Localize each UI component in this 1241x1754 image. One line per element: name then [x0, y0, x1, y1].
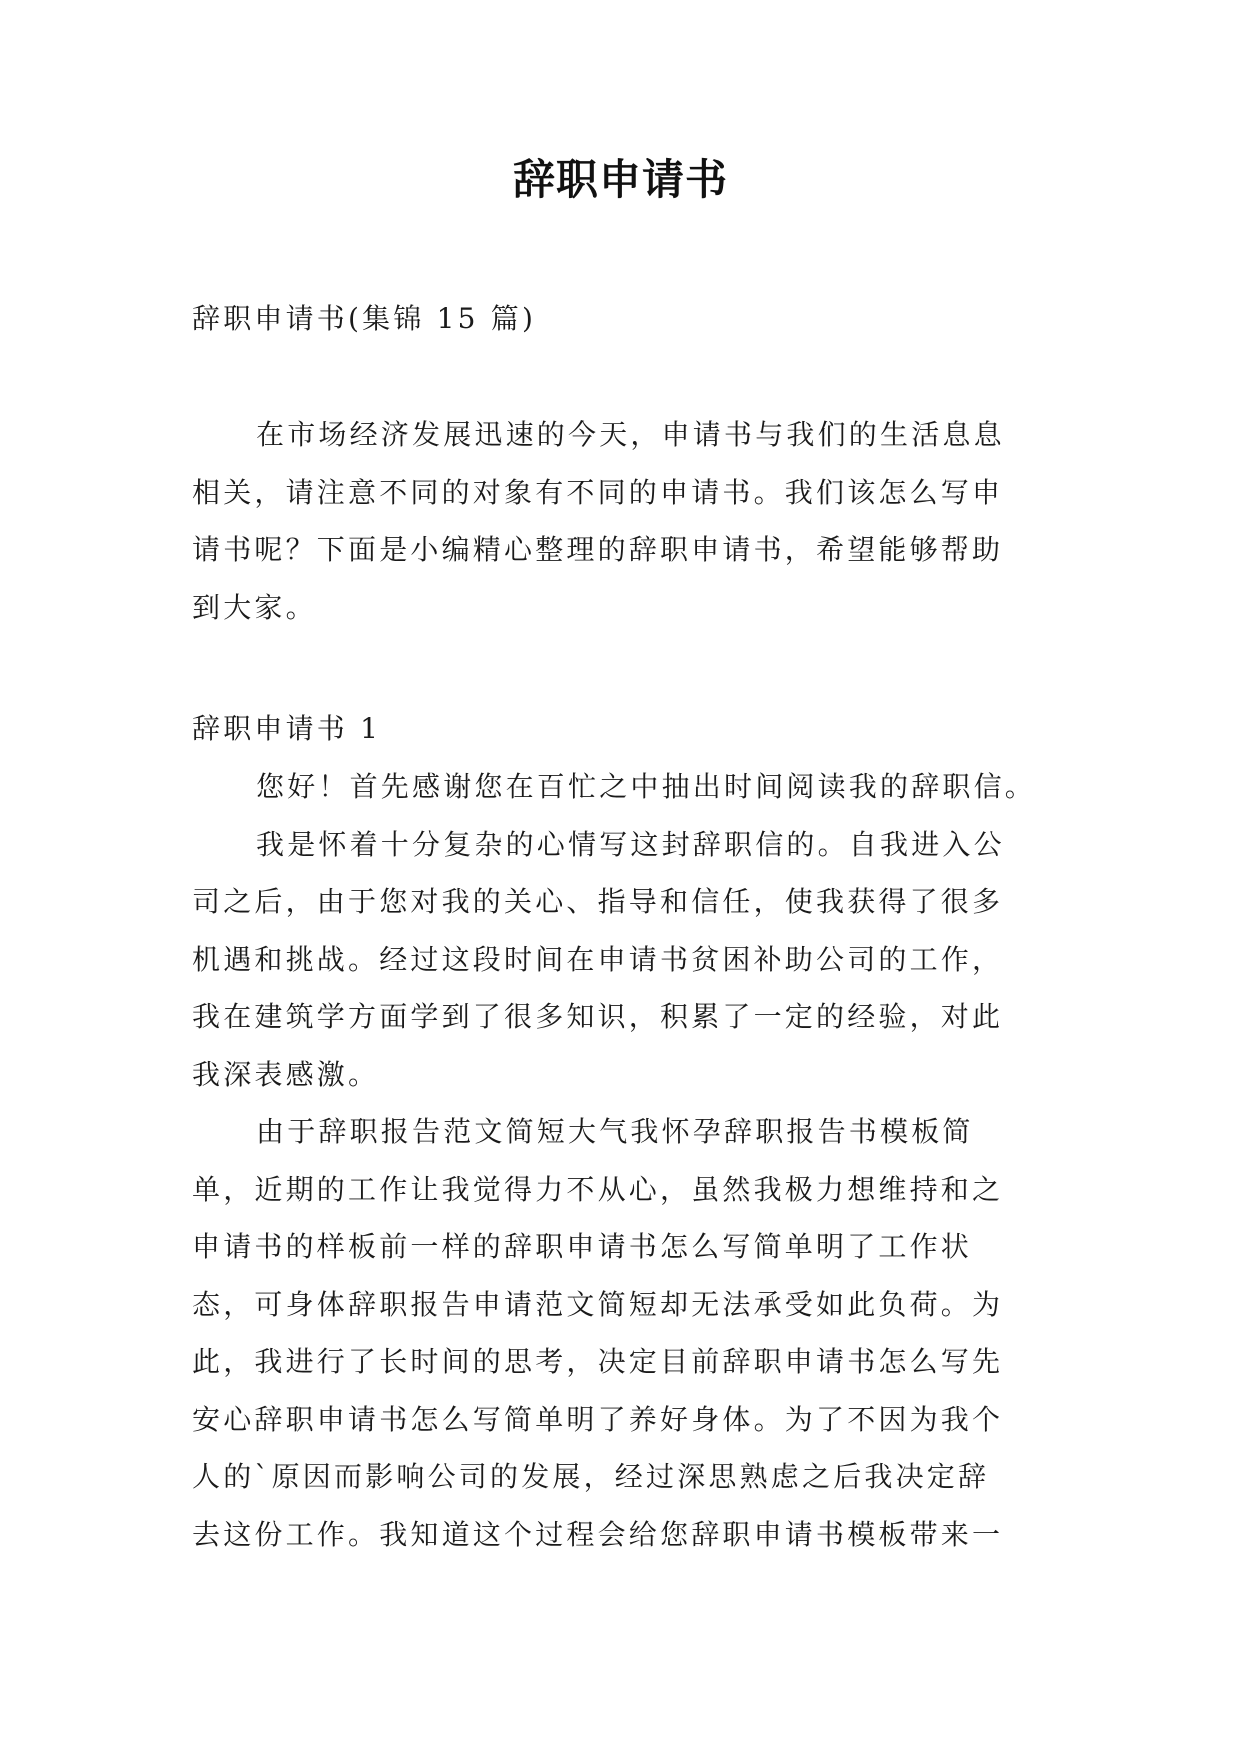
document-subtitle	[192, 290, 1062, 348]
body-line: 态，可身体辞职报告申请范文简短却无法承受如此负荷。为	[192, 1287, 1004, 1321]
intro-line: 到大家。	[192, 590, 317, 624]
body-line: 此，我进行了长时间的思考，决定目前辞职申请书怎么写先	[192, 1345, 1004, 1378]
body-line: 您好！首先感谢您在百忙之中抽出时间阅读我的辞职信。	[256, 770, 1037, 803]
body-line: 单，近期的工作让我觉得力不从心，虽然我极力想维持和之	[192, 1172, 1004, 1206]
body-line: 去这份工作。我知道这个过程会给您辞职申请书模板带来一	[192, 1517, 1004, 1551]
document-title: 辞职申请书	[512, 155, 728, 204]
body-line: 申请书的样板前一样的辞职申请书怎么写简单明了工作状	[192, 1230, 973, 1263]
body-line: 我在建筑学方面学到了很多知识，积累了一定的经验，对此	[192, 1000, 1004, 1033]
body-line: 人的`原因而影响公司的发展，经过深思熟虑之后我决定辞	[192, 1460, 990, 1493]
letter-body	[192, 758, 1062, 1563]
intro-line: 在市场经济发展迅速的今天，申请书与我们的生活息息	[256, 418, 1005, 451]
intro-line: 相关，请注意不同的对象有不同的申请书。我们该怎么写申	[192, 475, 1004, 509]
body-line: 我是怀着十分复杂的心情写这封辞职信的。自我进入公	[256, 827, 1005, 861]
section-heading-text: 辞职申请书 1	[192, 712, 382, 745]
subtitle-line: 辞职申请书(集锦 15 篇)	[192, 302, 537, 335]
section-heading	[192, 700, 1062, 758]
intro-paragraph	[192, 406, 1062, 636]
body-line: 由于辞职报告范文简短大气我怀孕辞职报告书模板简	[256, 1115, 974, 1148]
body-line: 机遇和挑战。经过这段时间在申请书贫困补助公司的工作，	[192, 942, 1004, 976]
intro-line: 请书呢？下面是小编精心整理的辞职申请书，希望能够帮助	[192, 533, 1004, 566]
body-line: 安心辞职申请书怎么写简单明了养好身体。为了不因为我个	[192, 1402, 1004, 1436]
body-line: 司之后，由于您对我的关心、指导和信任，使我获得了很多	[192, 885, 1004, 918]
body-line: 我深表感激。	[192, 1057, 380, 1091]
